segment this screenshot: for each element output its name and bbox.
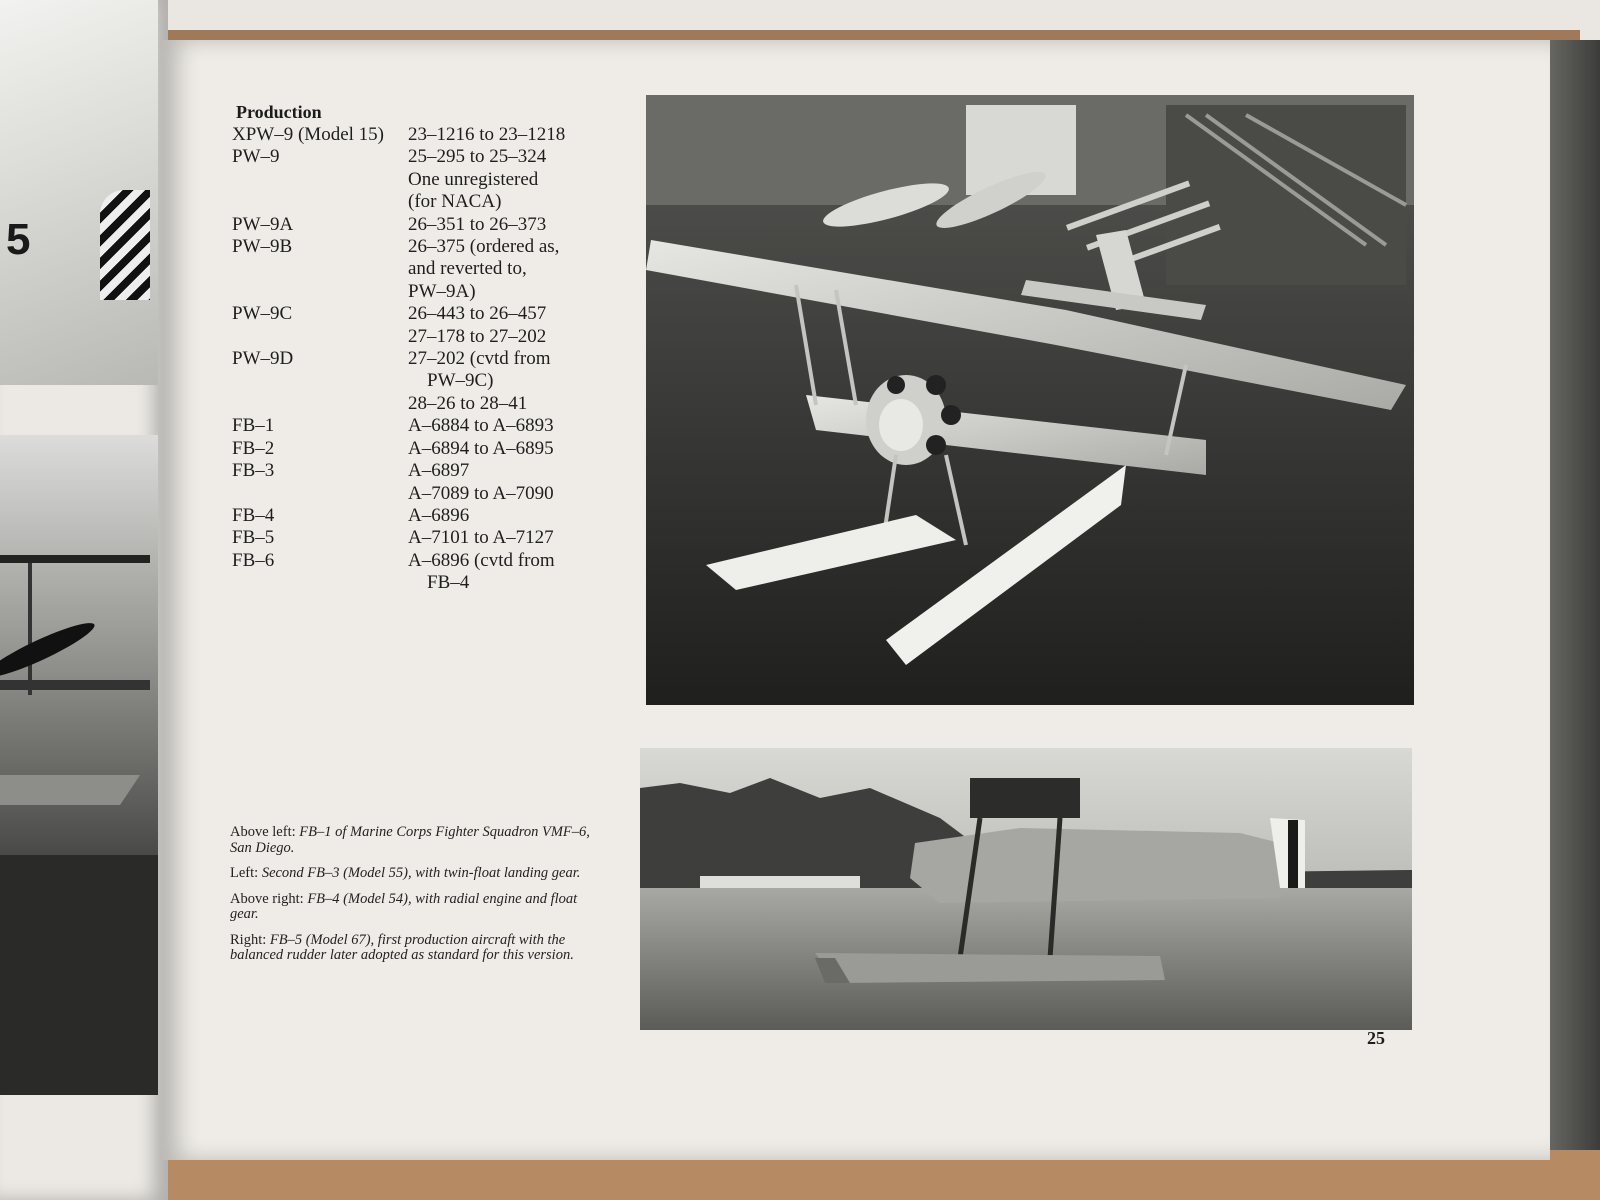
production-serials — [408, 527, 622, 549]
production-row — [232, 236, 622, 303]
serial-line: PW–9A) — [408, 280, 476, 302]
production-serials — [408, 214, 622, 236]
production-model: FB–5 — [232, 527, 275, 549]
production-serials — [408, 550, 622, 595]
production-row — [232, 415, 622, 437]
production-serials — [408, 460, 622, 505]
production-model: PW–9B — [232, 236, 293, 258]
rudder-stripes — [100, 190, 150, 300]
serial-line: 25–295 to 25–324 — [408, 146, 547, 168]
left-facing-page — [0, 0, 168, 1200]
caption — [230, 825, 600, 856]
production-row — [232, 550, 622, 595]
production-row — [232, 303, 622, 348]
production-model: XPW–9 (Model 15) — [232, 124, 384, 145]
serial-line: PW–9C) — [408, 370, 494, 392]
caption-lead: Above right: — [230, 890, 304, 907]
serial-line: A–6896 — [408, 504, 470, 526]
serial-line: A–6884 to A–6893 — [408, 415, 554, 437]
left-page-photo-biplane — [0, 0, 158, 385]
production-serials — [408, 348, 622, 415]
production-serials — [408, 303, 622, 348]
production-serials — [408, 124, 622, 146]
production-serials — [408, 236, 622, 303]
serial-line: A–7089 to A–7090 — [408, 482, 554, 504]
serial-line: A–6894 to A–6895 — [408, 437, 554, 459]
production-serials — [408, 438, 622, 460]
production-heading: Production — [236, 102, 322, 122]
serial-line: 26–375 (ordered as, — [408, 236, 560, 258]
production-row — [232, 460, 622, 505]
photo-captions — [230, 825, 600, 974]
serial-line: A–6896 (cvtd from — [408, 549, 555, 571]
production-serials — [408, 415, 622, 437]
serial-line: (for NACA) — [408, 191, 502, 213]
caption — [230, 892, 600, 923]
production-row — [232, 214, 622, 236]
production-model: FB–3 — [232, 460, 275, 482]
production-row — [232, 438, 622, 460]
aircraft-number: 5 — [6, 215, 31, 264]
caption — [230, 933, 600, 964]
serial-line: 26–351 to 26–373 — [408, 213, 547, 235]
serial-line: A–7101 to A–7127 — [408, 527, 554, 549]
serial-line: FB–4 — [408, 572, 470, 594]
production-model: PW–9D — [232, 348, 294, 370]
caption-text: FB–1 of Marine Corps Fighter Squadron VMF–6, San Diego. — [230, 824, 590, 856]
production-model: PW–9C — [232, 303, 293, 325]
left-page-photo-floatplane — [0, 435, 158, 1095]
production-model: FB–4 — [232, 504, 275, 526]
caption-text: Second FB–3 (Model 55), with twin-float landing gear. — [261, 865, 581, 881]
caption-lead: Left: — [230, 865, 259, 881]
production-row — [232, 348, 622, 415]
production-model: PW–9A — [232, 213, 294, 235]
production-table — [232, 124, 622, 595]
serial-line: 23–1216 to 23–1218 — [408, 124, 566, 145]
photo-fb4-floatplane-hangar — [646, 95, 1414, 705]
production-row — [232, 146, 622, 213]
production-serials — [408, 146, 622, 213]
photo-fb5-floatplane-water — [640, 748, 1412, 1030]
caption-text: FB–4 (Model 54), with radial engine and float gear. — [230, 890, 578, 922]
production-row — [232, 505, 622, 527]
production-model: FB–2 — [232, 437, 275, 459]
serial-line: 27–178 to 27–202 — [408, 325, 547, 347]
production-model: FB–6 — [232, 549, 275, 571]
production-row — [232, 124, 622, 146]
caption-text: FB–5 (Model 67), first production aircraft with the balanced rudder later adopted as standard for this version. — [230, 931, 574, 963]
serial-line: and reverted to, — [408, 258, 527, 280]
production-model: FB–1 — [232, 415, 275, 437]
production-serials — [408, 505, 622, 527]
serial-line: 27–202 (cvtd from — [408, 348, 551, 370]
book-page — [160, 40, 1550, 1160]
serial-line: A–6897 — [408, 460, 470, 482]
serial-line: One unregistered — [408, 168, 539, 190]
caption-lead: Above left: — [230, 824, 296, 840]
serial-line: 28–26 to 28–41 — [408, 392, 528, 414]
floatplane-sketch — [0, 435, 158, 1095]
serial-line: 26–443 to 26–457 — [408, 303, 547, 325]
page-number: 25 — [1367, 1028, 1385, 1048]
caption — [230, 866, 600, 882]
production-model: PW–9 — [232, 146, 280, 168]
caption-lead: Right: — [230, 931, 267, 948]
production-row — [232, 527, 622, 549]
